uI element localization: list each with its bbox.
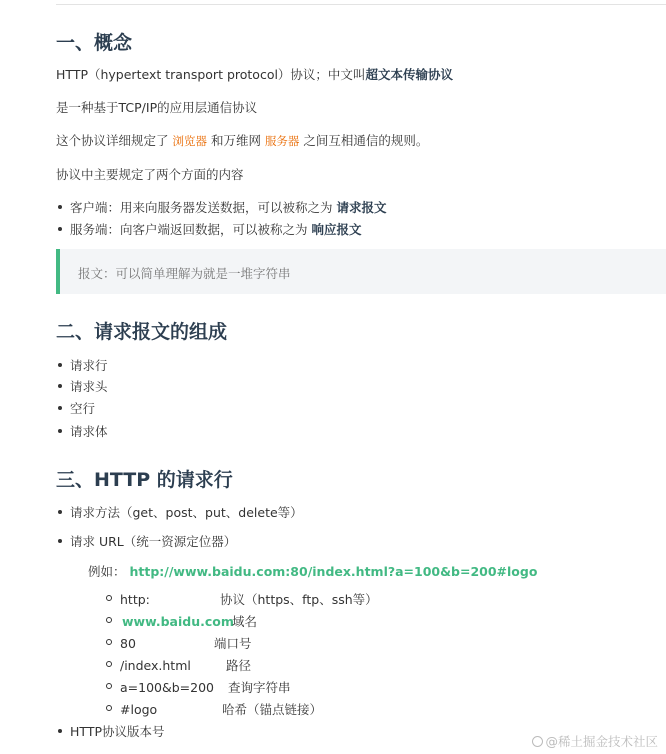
- section-heading-message-parts: 二、请求报文的组成: [56, 321, 228, 343]
- http-chinese-name: 超文本传输协议: [365, 67, 453, 82]
- url-part: #logo: [120, 702, 158, 717]
- url-part-item: [120, 634, 252, 652]
- server-text: 服务端：向客户端返回数据，可以被称之为: [70, 222, 312, 237]
- client-text: 客户端：用来向服务器发送数据，可以被称之为: [70, 200, 337, 215]
- paragraph-two-aspects: 协议中主要规定了两个方面的内容: [56, 167, 244, 182]
- url-part-domain-link[interactable]: www.baidu.com: [122, 614, 234, 629]
- watermark: [532, 732, 658, 750]
- example-url-link[interactable]: http://www.baidu.com:80/index.html?a=100&b=200#logo: [129, 564, 538, 579]
- list-item: 请求行: [70, 358, 108, 373]
- url-part-item: [120, 590, 378, 608]
- url-part-item: [120, 656, 251, 674]
- url-part-item: [120, 700, 322, 718]
- url-part-item: [120, 678, 291, 696]
- list-item-url: 请求 URL（统一资源定位器）: [70, 534, 237, 549]
- section-heading-request-line: 三、HTTP 的请求行: [56, 469, 233, 491]
- rules-text-b: 和万维网: [206, 133, 265, 148]
- http-definition-text: HTTP（hypertext transport protocol）协议；中文叫: [56, 67, 366, 82]
- list-item-client: [70, 198, 387, 216]
- platform-logo-icon: [532, 736, 543, 747]
- list-item-method: 请求方法（get、post、put、delete等）: [70, 505, 303, 520]
- paragraph-rules: [56, 131, 428, 149]
- section-heading-concept: 一、概念: [56, 32, 133, 54]
- inline-code-browser: 浏览器: [172, 134, 207, 148]
- example-label: 例如：: [88, 564, 126, 579]
- paragraph-http-definition: [56, 65, 453, 83]
- url-part-desc: 域名: [232, 614, 258, 629]
- response-message-term: 响应报文: [311, 222, 362, 237]
- blockquote-text: 报文：可以简单理解为就是一堆字符串: [78, 266, 291, 281]
- inline-code-server: 服务器: [264, 134, 300, 148]
- url-part-desc: 端口号: [214, 636, 252, 651]
- list-item: 空行: [70, 401, 96, 416]
- list-item: 请求体: [70, 424, 108, 439]
- url-part: a=100&b=200: [120, 680, 215, 695]
- url-part: http:: [120, 592, 150, 607]
- list-item-version: HTTP协议版本号: [70, 724, 165, 739]
- url-part-desc: 路径: [226, 658, 252, 673]
- url-part: 80: [120, 636, 136, 651]
- rules-text-c: 之间互相通信的规则。: [299, 133, 429, 148]
- list-item: 请求头: [70, 379, 108, 394]
- url-part-item: [120, 612, 257, 630]
- url-part-desc: 查询字符串: [228, 680, 291, 695]
- list-item-server: [70, 220, 362, 238]
- request-message-term: 请求报文: [336, 200, 387, 215]
- rules-text-a: 这个协议详细规定了: [56, 133, 173, 148]
- url-part-desc: 哈希（锚点链接）: [222, 702, 323, 717]
- example-line: [88, 562, 537, 580]
- paragraph-tcpip: 是一种基于TCP/IP的应用层通信协议: [56, 100, 258, 115]
- top-divider: [56, 4, 666, 5]
- blockquote-message: [56, 249, 666, 294]
- url-part-desc: 协议（https、ftp、ssh等）: [220, 592, 378, 607]
- watermark-text: @稀土掘金技术社区: [545, 734, 658, 749]
- url-part: /index.html: [120, 658, 191, 673]
